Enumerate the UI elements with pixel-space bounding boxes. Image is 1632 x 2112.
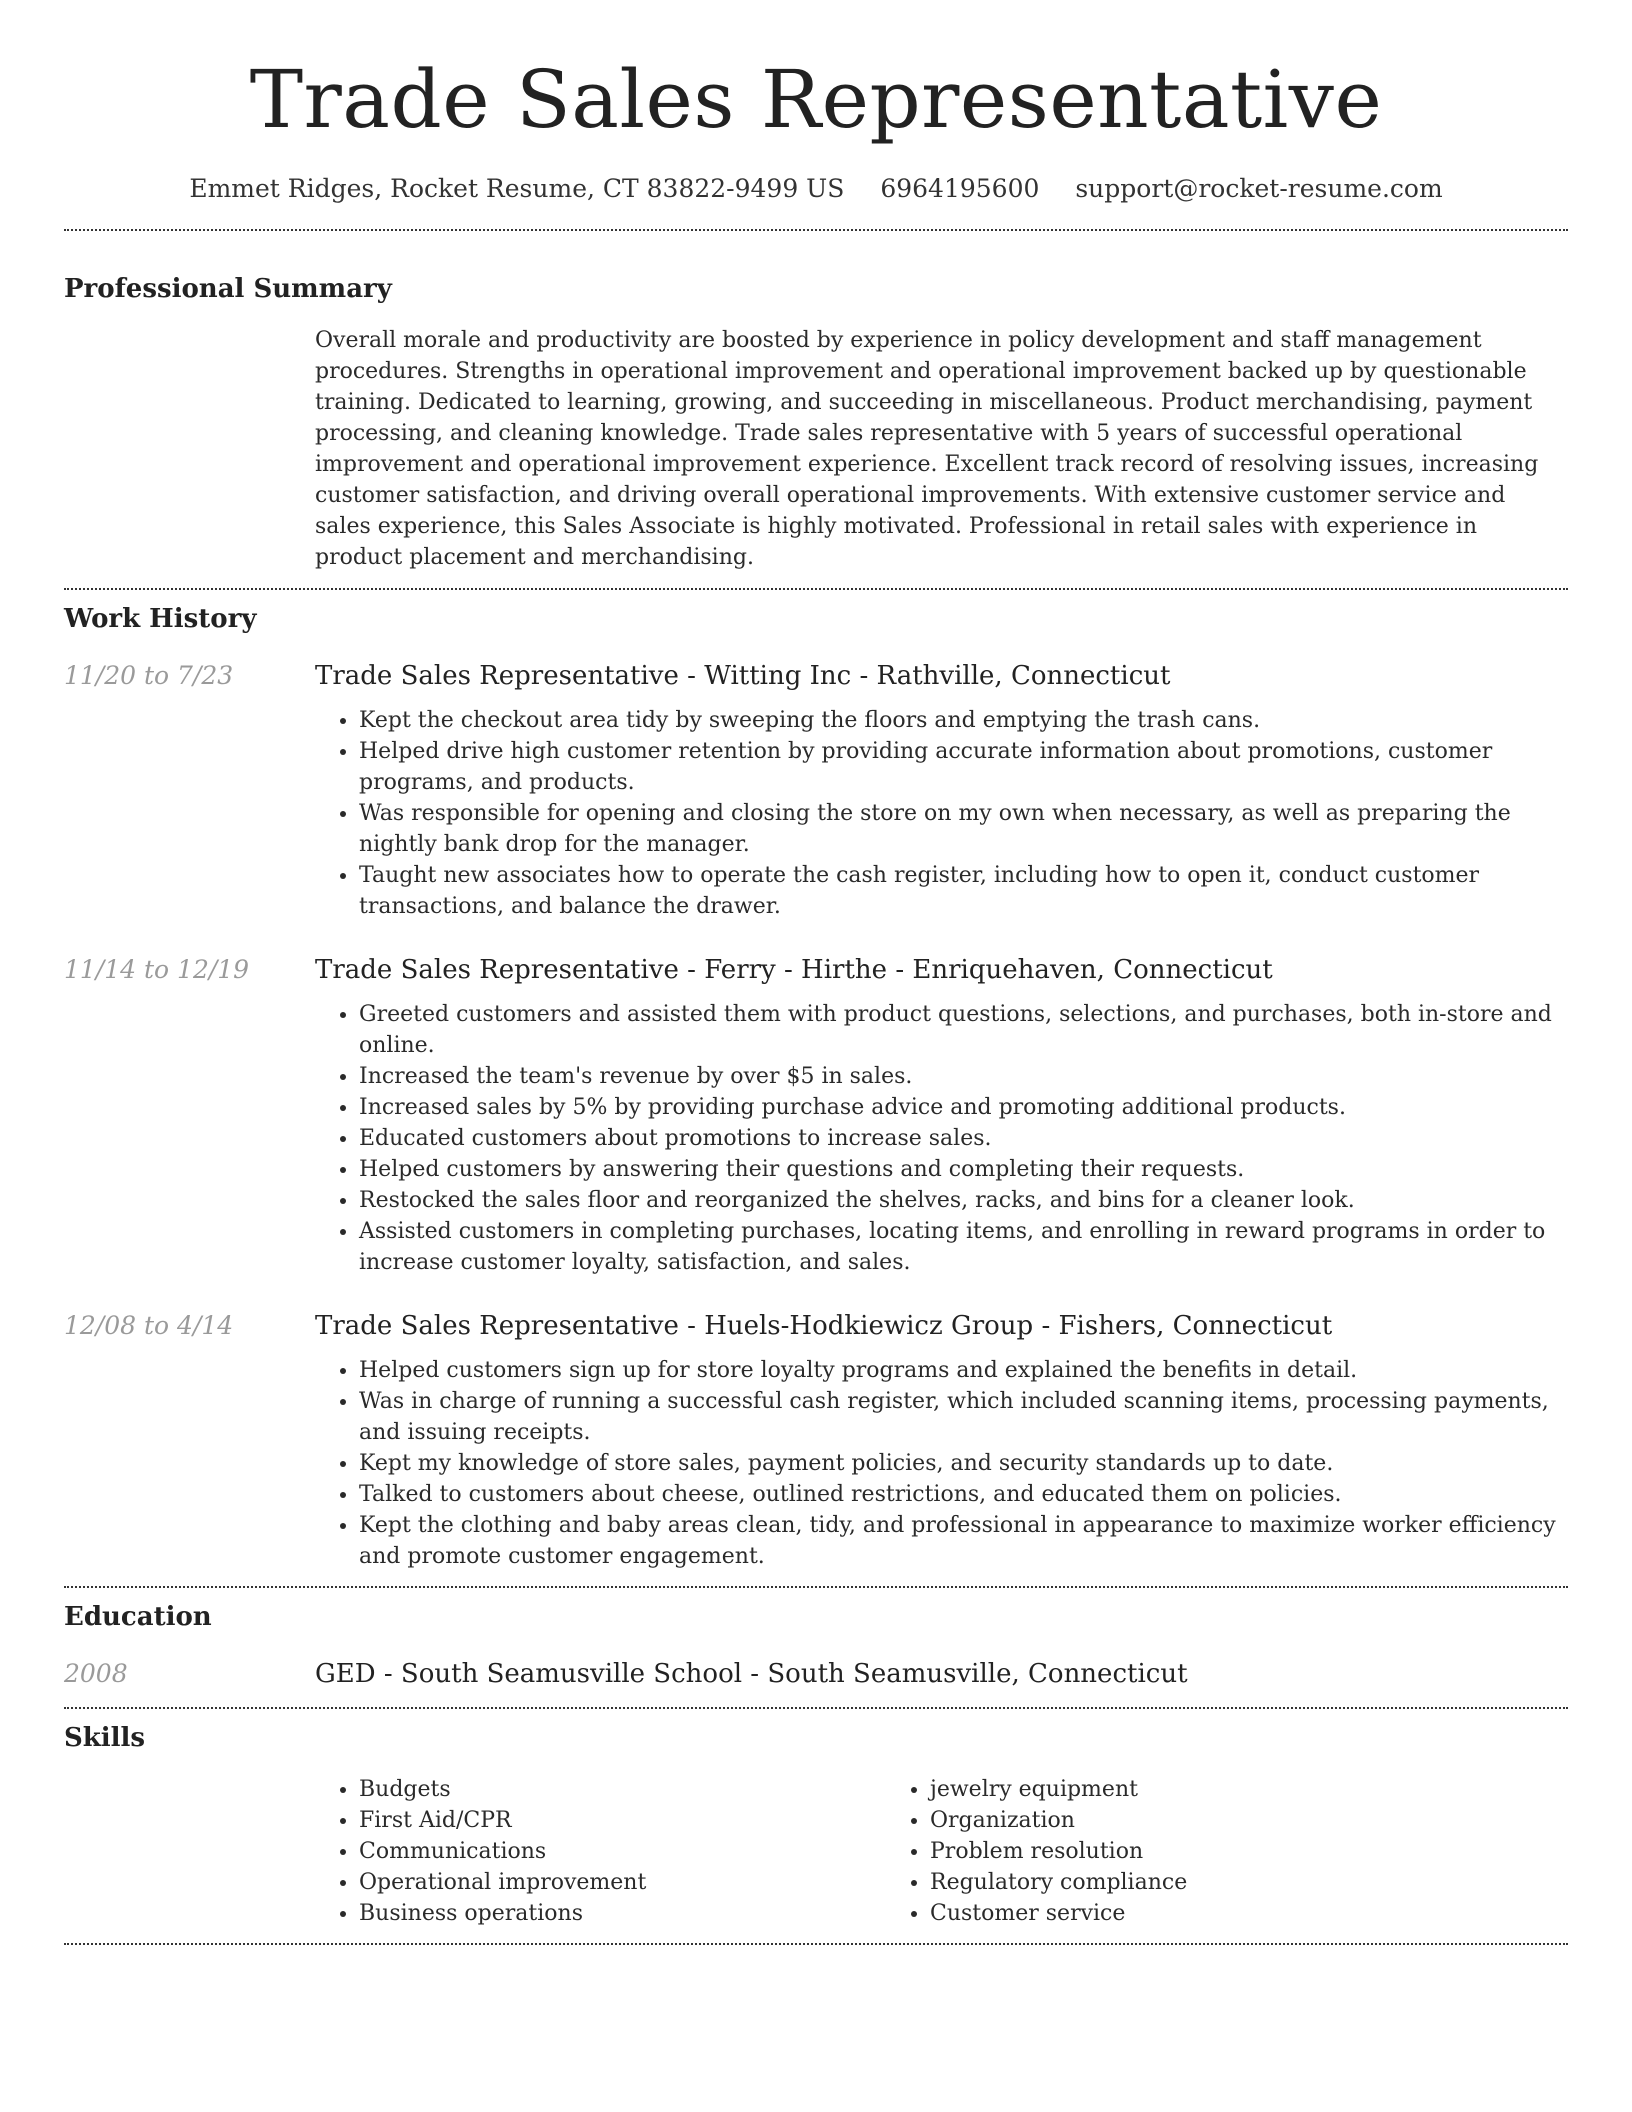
job-dates: 11/14 to 12/19 xyxy=(64,955,250,984)
skill-item: • Business operations xyxy=(359,1898,886,1929)
job-bullet: • Kept the checkout area tidy by sweeping the floors and emptying the trash cans. xyxy=(359,705,1568,736)
contact-line xyxy=(64,172,1568,206)
job-bullet: • Assisted customers in completing purchases, locating items, and enrolling in reward programs in order to increase customer loyalty, satisfaction, and sales. xyxy=(359,1216,1568,1278)
job-bullet: • Helped drive high customer retention by providing accurate information about promotions, customer programs, and products. xyxy=(359,736,1568,798)
skill-item: • First Aid/CPR xyxy=(359,1805,886,1836)
skill-item: • Operational improvement xyxy=(359,1867,886,1898)
education-entry xyxy=(64,1657,1568,1691)
work-history-section xyxy=(64,601,1568,1572)
job-bullet: • Increased sales by 5% by providing purchase advice and promoting additional products. xyxy=(359,1092,1568,1123)
section-divider xyxy=(64,229,1568,231)
skills-title: Skills xyxy=(64,1723,146,1753)
skills-row xyxy=(64,1774,1568,1929)
summary-row xyxy=(64,325,1568,573)
job-bullet: • Restocked the sales floor and reorganized the shelves, racks, and bins for a cleaner look. xyxy=(359,1185,1568,1216)
job-entry xyxy=(64,659,1568,922)
job-bullets xyxy=(315,1355,1568,1572)
work-history-title: Work History xyxy=(64,604,257,634)
contact-email: support@rocket-resume.com xyxy=(1075,174,1443,203)
job-entry xyxy=(64,1309,1568,1572)
job-bullet: • Helped customers sign up for store loyalty programs and explained the benefits in detail. xyxy=(359,1355,1568,1386)
job-heading: Trade Sales Representative - Huels-Hodkiewicz Group - Fishers, Connecticut xyxy=(315,1311,1333,1341)
skills-list-right xyxy=(886,1774,1457,1929)
section-divider xyxy=(64,588,1568,590)
job-bullet: • Was responsible for opening and closing the store on my own when necessary, as well as preparing the nightly bank drop for the manager. xyxy=(359,798,1568,860)
resume-header xyxy=(64,50,1568,206)
education-body xyxy=(315,1657,1568,1691)
education-title: Education xyxy=(64,1602,212,1632)
skills-section xyxy=(64,1720,1568,1929)
contact-phone: 6964195600 xyxy=(880,174,1040,203)
job-bullet: • Increased the team's revenue by over $5 in sales. xyxy=(359,1061,1568,1092)
section-divider xyxy=(64,1943,1568,1945)
job-bullets xyxy=(315,705,1568,922)
skill-item: • Communications xyxy=(359,1836,886,1867)
job-entry xyxy=(64,953,1568,1278)
skill-item: • Customer service xyxy=(930,1898,1457,1929)
education-section xyxy=(64,1599,1568,1691)
job-bullet: • Was in charge of running a successful cash register, which included scanning items, processing payments, and issuing receipts. xyxy=(359,1386,1568,1448)
job-bullet: • Talked to customers about cheese, outlined restrictions, and educated them on policies. xyxy=(359,1479,1568,1510)
skills-grid xyxy=(315,1774,1568,1929)
section-divider xyxy=(64,1586,1568,1588)
job-dates: 12/08 to 4/14 xyxy=(64,1311,234,1340)
job-bullet: • Helped customers by answering their questions and completing their requests. xyxy=(359,1154,1568,1185)
summary-section xyxy=(64,271,1568,573)
job-dates: 11/20 to 7/23 xyxy=(64,661,234,690)
summary-text: Overall morale and productivity are boosted by experience in policy development and staff management procedures. Strengths in operational improvement and operational improvement backed up by questionable training. Dedicated to learning, growing, and succeeding in miscellaneous. Product merchandising, payment processing, and cleaning knowledge. Trade sales representative with 5 years of successful operational improvement and operational improvement experience. Excellent track record of resolving issues, increasing customer satisfaction, and driving overall operational improvements. With extensive customer service and sales experience, this Sales Associate is highly motivated. Professional in retail sales with experience in product placement and merchandising. xyxy=(315,328,1539,570)
job-heading: Trade Sales Representative - Witting Inc - Rathville, Connecticut xyxy=(315,661,1171,691)
job-bullet: • Greeted customers and assisted them with product questions, selections, and purchases, both in-store and online. xyxy=(359,999,1568,1061)
job-bullet: • Educated customers about promotions to increase sales. xyxy=(359,1123,1568,1154)
job-bullet: • Taught new associates how to operate the cash register, including how to open it, conduct customer transactions, and balance the drawer. xyxy=(359,860,1568,922)
job-body xyxy=(315,1309,1568,1572)
job-body xyxy=(315,953,1568,1278)
skill-item: • jewelry equipment xyxy=(930,1774,1457,1805)
summary-body xyxy=(315,325,1568,573)
skill-item: • Regulatory compliance xyxy=(930,1867,1457,1898)
education-heading: GED - South Seamusville School - South Seamusville, Connecticut xyxy=(315,1659,1188,1689)
summary-title: Professional Summary xyxy=(64,274,392,304)
skill-item: • Problem resolution xyxy=(930,1836,1457,1867)
education-year: 2008 xyxy=(64,1659,128,1688)
resume-title: Trade Sales Representative xyxy=(249,53,1383,146)
job-bullet: • Kept my knowledge of store sales, payment policies, and security standards up to date. xyxy=(359,1448,1568,1479)
job-body xyxy=(315,659,1568,922)
contact-address: Emmet Ridges, Rocket Resume, CT 83822-9499 US xyxy=(189,174,845,203)
job-bullets xyxy=(315,999,1568,1278)
section-divider xyxy=(64,1707,1568,1709)
skill-item: • Budgets xyxy=(359,1774,886,1805)
skills-body xyxy=(315,1774,1568,1929)
job-bullet: • Kept the clothing and baby areas clean, tidy, and professional in appearance to maximize worker efficiency and promote customer engagement. xyxy=(359,1510,1568,1572)
skills-list-left xyxy=(315,1774,886,1929)
job-heading: Trade Sales Representative - Ferry - Hirthe - Enriquehaven, Connecticut xyxy=(315,955,1273,985)
skill-item: • Organization xyxy=(930,1805,1457,1836)
